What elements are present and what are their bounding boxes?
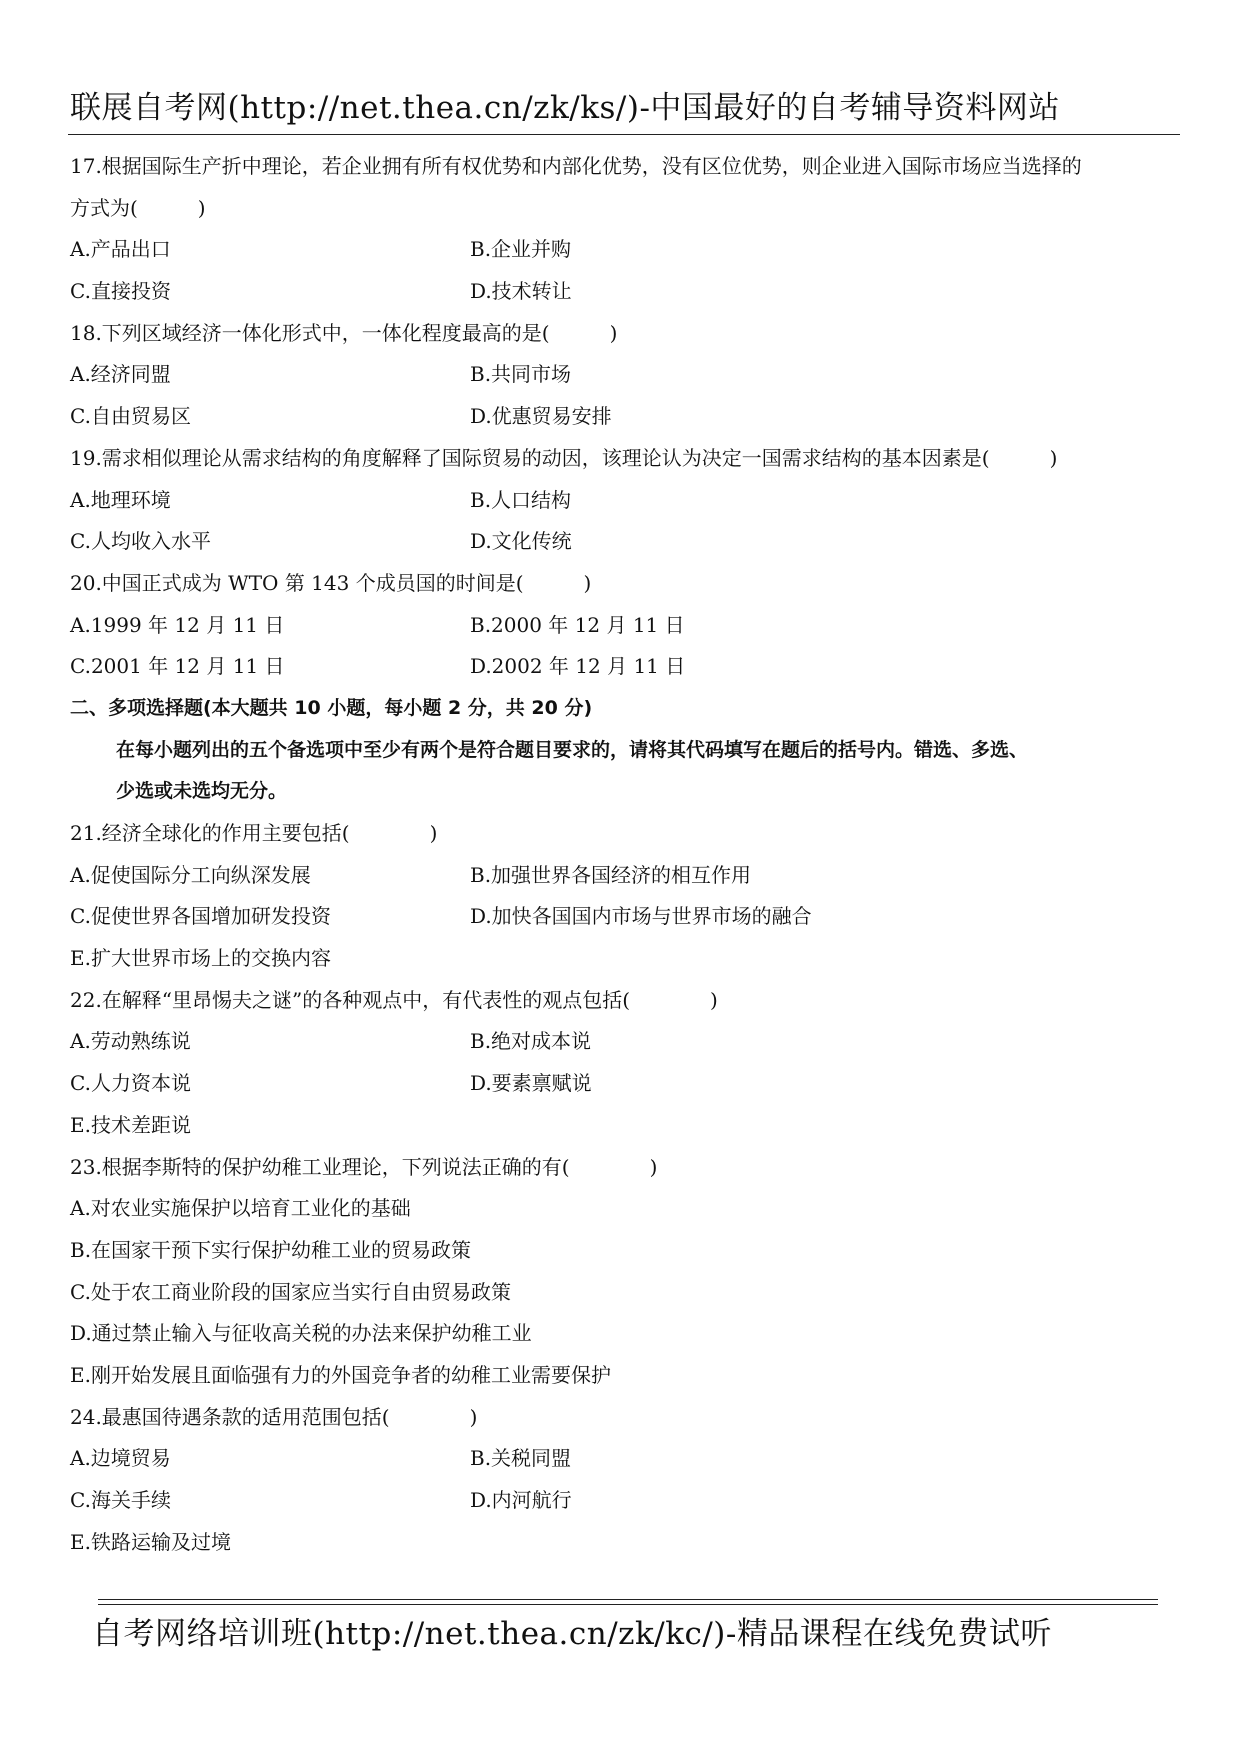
option-c: C.处于农工商业阶段的国家应当实行自由贸易政策 <box>70 1279 511 1304</box>
option-c: C.人均收入水平 <box>70 529 211 554</box>
option-b: B.共同市场 <box>470 362 572 387</box>
option-row <box>70 271 1180 313</box>
option-d: D.文化传统 <box>470 529 572 554</box>
option-e: E.铁路运输及过境 <box>70 1529 231 1554</box>
question-stem: 20.中国正式成为 WTO 第 143 个成员国的时间是( ) <box>70 570 592 595</box>
section-instructions: 少选或未选均无分。 <box>116 780 288 803</box>
header-divider <box>68 134 1180 135</box>
option-c: C.促使世界各国增加研发投资 <box>70 904 331 929</box>
option-d: D.内河航行 <box>470 1488 572 1512</box>
option-row <box>70 1021 1180 1063</box>
option-d: D.技术转让 <box>470 279 572 304</box>
question-19 <box>70 438 1180 563</box>
option-c: C.海关手续 <box>70 1488 171 1512</box>
option-row <box>70 521 1180 563</box>
option-row <box>70 1480 1180 1522</box>
option-d: D.加快各国国内市场与世界市场的融合 <box>470 904 812 929</box>
footer-divider <box>98 1599 1158 1600</box>
option-b: B.企业并购 <box>470 237 572 262</box>
option-b: B.加强世界各国经济的相互作用 <box>470 862 752 887</box>
option-d: D.2002 年 12 月 11 日 <box>470 654 686 679</box>
option-row <box>70 605 1180 647</box>
option-a: A.对农业实施保护以培育工业化的基础 <box>70 1196 411 1221</box>
option-c: C.直接投资 <box>70 279 171 304</box>
question-stem: 21.经济全球化的作用主要包括( ) <box>70 821 438 845</box>
question-23 <box>70 1147 1180 1397</box>
option-a: A.经济同盟 <box>70 362 171 387</box>
question-24 <box>70 1397 1180 1564</box>
question-stem: 23.根据李斯特的保护幼稚工业理论，下列说法正确的有( ) <box>70 1154 658 1179</box>
section-title: 二、多项选择题(本大题共 10 小题，每小题 2 分，共 20 分) <box>70 696 593 719</box>
question-18 <box>70 313 1180 438</box>
option-b: B.在国家干预下实行保护幼稚工业的贸易政策 <box>70 1237 472 1262</box>
option-d: D.通过禁止输入与征收高关税的办法来保护幼稚工业 <box>70 1321 532 1346</box>
question-stem: 19.需求相似理论从需求结构的角度解释了国际贸易的动因，该理论认为决定一国需求结构的基本因素是( ) <box>70 445 1058 470</box>
option-row <box>70 855 1180 897</box>
option-a: A.产品出口 <box>70 237 171 262</box>
option-d: D.优惠贸易安排 <box>470 404 612 429</box>
exam-content <box>70 146 1180 1563</box>
option-row <box>70 1063 1180 1105</box>
question-21 <box>70 813 1180 980</box>
option-a: A.地理环境 <box>70 487 171 512</box>
option-row <box>70 1438 1180 1480</box>
option-e: E.刚开始发展且面临强有力的外国竞争者的幼稚工业需要保护 <box>70 1362 611 1387</box>
option-c: C.人力资本说 <box>70 1071 191 1096</box>
section-instructions: 在每小题列出的五个备选项中至少有两个是符合题目要求的，请将其代码填写在题后的括号内。错选、多选、 <box>116 738 1029 761</box>
footer-divider <box>98 1604 1158 1605</box>
question-17 <box>70 146 1180 313</box>
page-header: 联展自考网(http://net.thea.cn/zk/ks/)-中国最好的自考辅导资料网站 <box>70 90 1060 126</box>
option-a: A.劳动熟练说 <box>70 1029 191 1054</box>
question-stem: 22.在解释“里昂惕夫之谜”的各种观点中，有代表性的观点包括( ) <box>70 987 718 1012</box>
question-stem: 方式为( ) <box>70 195 206 220</box>
option-b: B.人口结构 <box>470 487 572 512</box>
option-row <box>70 896 1180 938</box>
option-a: A.边境贸易 <box>70 1446 171 1471</box>
option-b: B.关税同盟 <box>470 1446 572 1471</box>
option-row <box>70 354 1180 396</box>
option-c: C.自由贸易区 <box>70 404 191 429</box>
option-row <box>70 396 1180 438</box>
option-e: E.扩大世界市场上的交换内容 <box>70 946 331 971</box>
option-d: D.要素禀赋说 <box>470 1071 592 1096</box>
option-e: E.技术差距说 <box>70 1112 191 1137</box>
option-row <box>70 229 1180 271</box>
option-c: C.2001 年 12 月 11 日 <box>70 654 285 679</box>
option-a: A.1999 年 12 月 11 日 <box>70 612 285 637</box>
option-b: B.2000 年 12 月 11 日 <box>470 612 685 637</box>
option-row <box>70 480 1180 522</box>
option-b: B.绝对成本说 <box>470 1029 592 1054</box>
question-20 <box>70 563 1180 688</box>
option-row <box>70 646 1180 688</box>
question-stem: 18.下列区域经济一体化形式中，一体化程度最高的是( ) <box>70 320 618 345</box>
question-stem: 24.最惠国待遇条款的适用范围包括( ) <box>70 1404 478 1429</box>
question-22 <box>70 980 1180 1147</box>
option-a: A.促使国际分工向纵深发展 <box>70 862 311 887</box>
page-footer: 自考网络培训班(http://net.thea.cn/zk/kc/)-精品课程在线免费试听 <box>92 1616 1052 1652</box>
question-stem: 17.根据国际生产折中理论，若企业拥有所有权优势和内部化优势，没有区位优势，则企业进入国际市场应当选择的 <box>70 154 1082 178</box>
